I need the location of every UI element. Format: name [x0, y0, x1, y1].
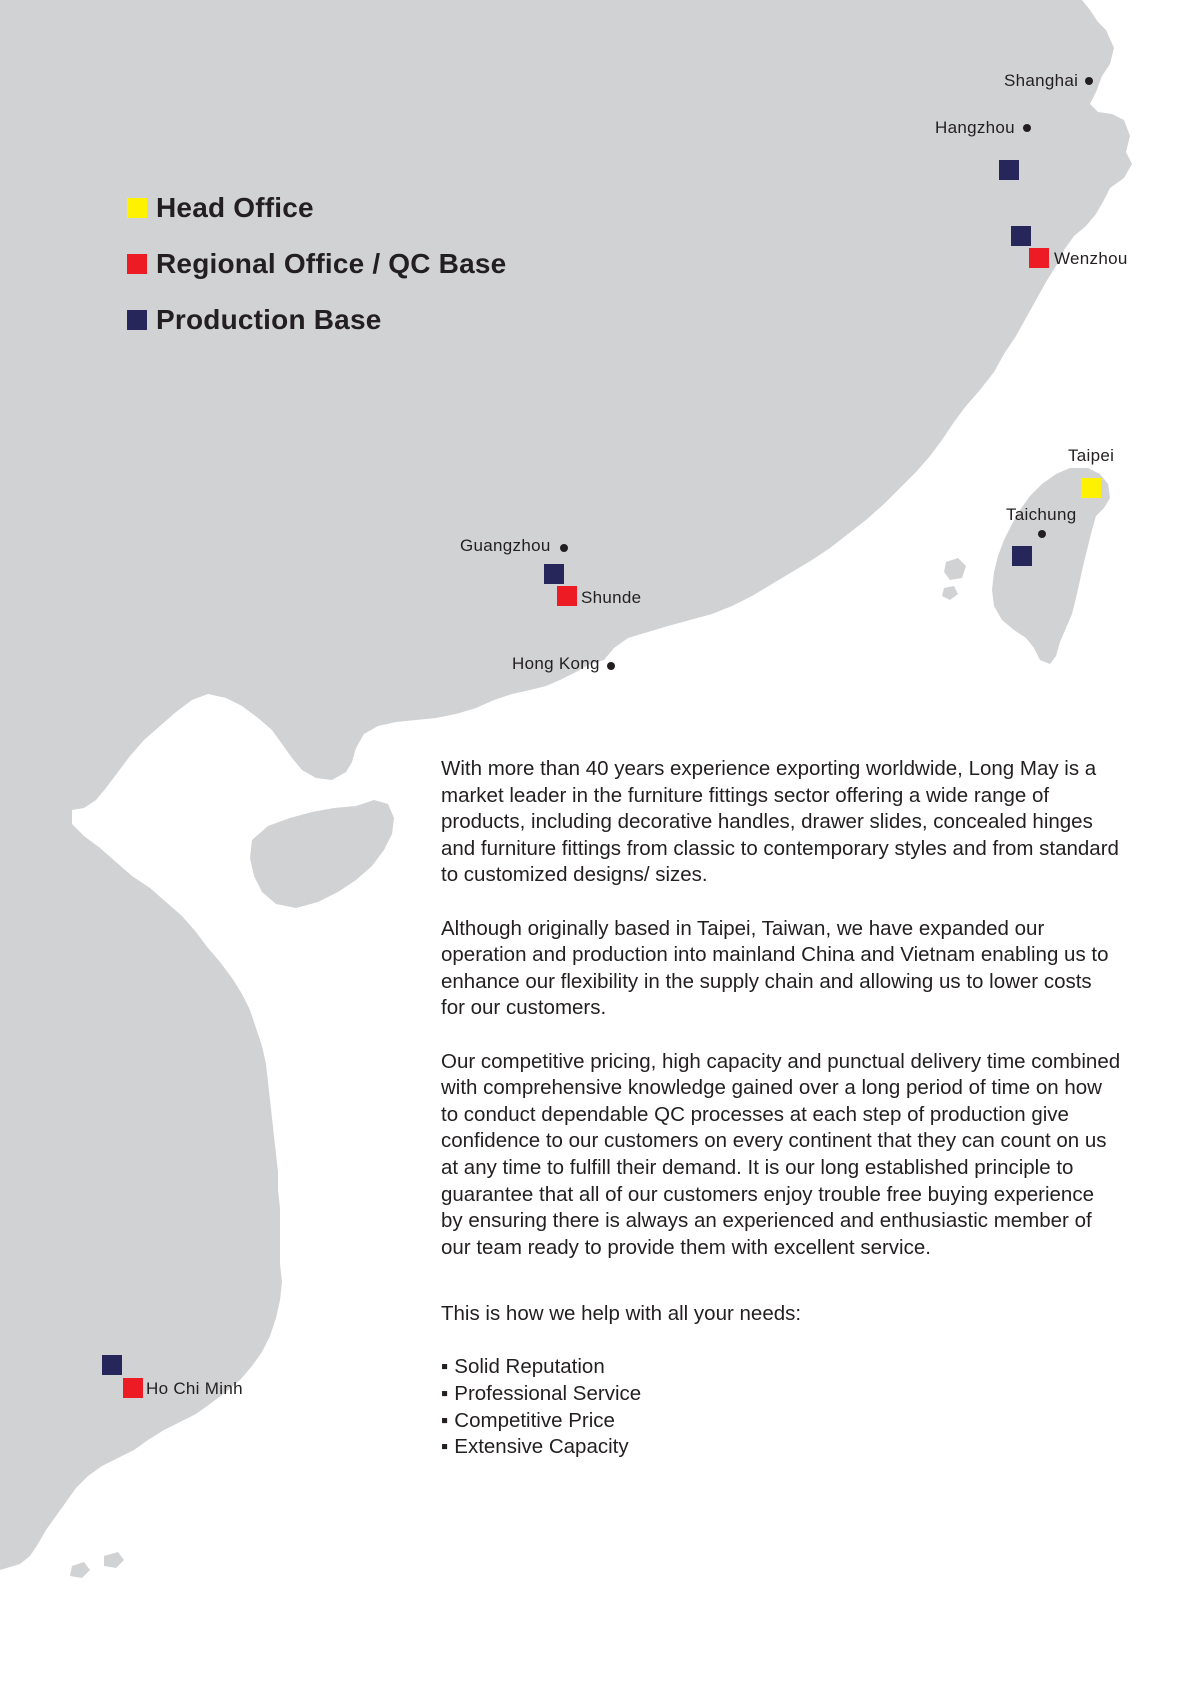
penghu-island — [944, 558, 966, 580]
list-item: ▪ Extensive Capacity — [441, 1434, 1121, 1461]
paragraph-experience: With more than 40 years experience exporting worldwide, Long May is a market leader in the furniture fittings sector offering a wide range of products, including decorative handles, drawer slides, concealed hinges and furniture fittings from classic to contemporary styles and from standard to customized designs/ sizes. — [441, 757, 1119, 887]
legend — [127, 180, 506, 348]
company-description — [441, 756, 1121, 1461]
production-base-swatch-icon — [127, 310, 147, 330]
penghu-island-small — [942, 586, 958, 600]
city-label-shunde: Shunde — [581, 588, 642, 607]
regional-office-marker-shunde — [557, 586, 577, 606]
list-item: ▪ Solid Reputation — [441, 1354, 1121, 1381]
city-label-guangzhou: Guangzhou — [460, 536, 551, 555]
head-office-marker-taipei — [1081, 478, 1101, 498]
city-label-taichung: Taichung — [1006, 505, 1077, 524]
paragraph-expansion: Although originally based in Taipei, Taiwan, we have expanded our operation and production into mainland China and Vietnam enabling us to enhance our flexibility in the supply chain and allowing us to lower costs for our customers. — [441, 916, 1109, 1020]
city-label-ho-chi-minh: Ho Chi Minh — [146, 1379, 243, 1398]
city-dot-taichung — [1038, 530, 1046, 538]
legend-label: Production Base — [156, 304, 382, 335]
legend-item-regional-office — [127, 236, 506, 292]
con-dao-island — [70, 1562, 90, 1578]
needs-intro: This is how we help with all your needs: — [441, 1302, 802, 1326]
production-base-marker-hangzhou — [999, 160, 1019, 180]
benefits-list — [441, 1354, 1121, 1460]
city-dot-shanghai — [1085, 77, 1093, 85]
city-label-hong-kong: Hong Kong — [512, 654, 600, 673]
city-dot-hangzhou — [1023, 124, 1031, 132]
city-label-wenzhou: Wenzhou — [1054, 249, 1128, 268]
hainan-landmass — [250, 800, 394, 908]
list-item: ▪ Competitive Price — [441, 1408, 1121, 1435]
city-label-shanghai: Shanghai — [1004, 71, 1079, 90]
city-label-taipei: Taipei — [1068, 446, 1115, 465]
production-base-marker-taichung — [1012, 546, 1032, 566]
con-dao-island-small — [104, 1552, 124, 1568]
head-office-swatch-icon — [127, 198, 147, 218]
regional-office-swatch-icon — [127, 254, 147, 274]
paragraph-service: Our competitive pricing, high capacity and punctual delivery time combined with comprehensive knowledge gained over a long period of time on how to conduct dependable QC processes at each step of production give confidence to our customers on every continent that they can count on us at any time to fulfill their demand. It is our long established principle to guarantee that all of our customers enjoy trouble free buying experience by ensuring there is always an experienced and enthusiastic member of our team ready to provide them with excellent service. — [441, 1049, 1121, 1259]
legend-label: Head Office — [156, 192, 314, 223]
city-label-hangzhou: Hangzhou — [935, 118, 1015, 137]
regional-office-marker-ho-chi-minh — [123, 1378, 143, 1398]
production-base-marker-ho-chi-minh — [102, 1355, 122, 1375]
legend-item-production-base — [127, 292, 506, 348]
production-base-marker-wenzhou — [1011, 226, 1031, 246]
production-base-marker-guangzhou — [544, 564, 564, 584]
city-dot-guangzhou — [560, 544, 568, 552]
list-item: ▪ Professional Service — [441, 1381, 1121, 1408]
city-dot-hong-kong — [607, 662, 615, 670]
legend-item-head-office — [127, 180, 506, 236]
legend-label: Regional Office / QC Base — [156, 248, 507, 279]
regional-office-marker-wenzhou — [1029, 248, 1049, 268]
